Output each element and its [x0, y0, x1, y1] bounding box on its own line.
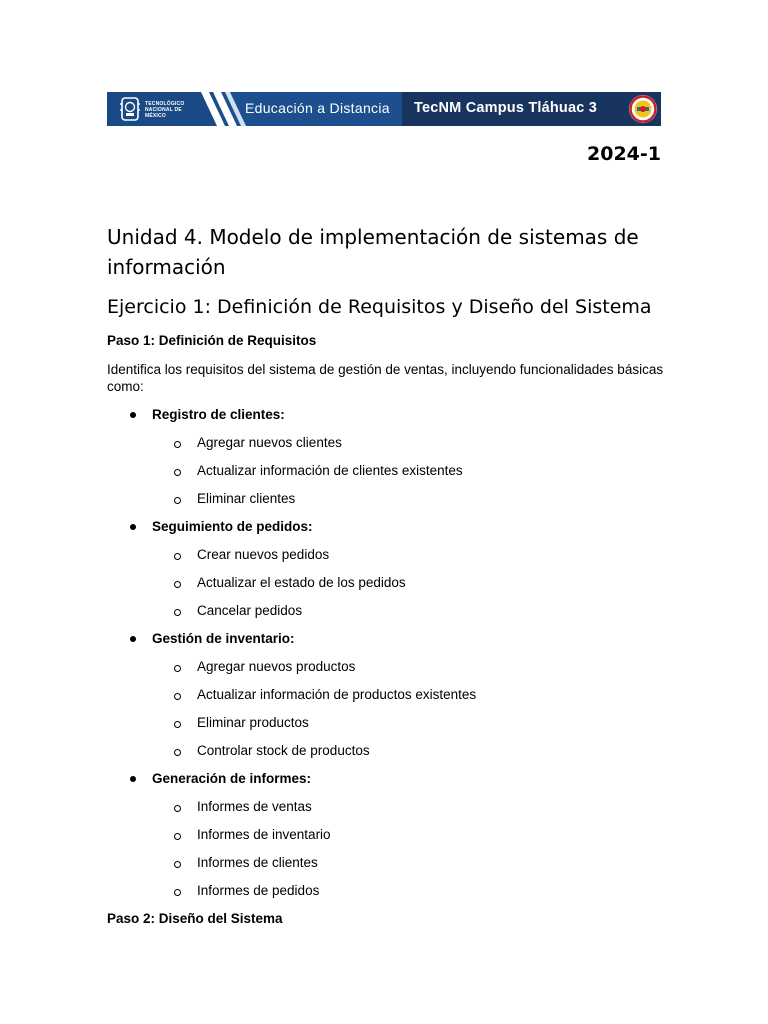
- item-text: Actualizar información de productos existentes: [197, 687, 477, 702]
- list-item: [197, 659, 355, 674]
- list-item: [197, 435, 342, 450]
- item-text: Actualizar el estado de los pedidos: [197, 575, 406, 590]
- unit-title: Unidad 4. Modelo de implementación de sistemas de información: [107, 225, 639, 279]
- item-text: Agregar nuevos clientes: [197, 435, 342, 450]
- list-item: [197, 603, 302, 618]
- sub-bullet-icon: [174, 469, 181, 476]
- campus-seal-icon: [628, 94, 658, 124]
- step1-heading: Paso 1: Definición de Requisitos: [107, 333, 317, 348]
- list-section-heading: [152, 771, 311, 786]
- list-section-heading: [152, 631, 295, 646]
- program-label: Educación a Distancia: [245, 100, 390, 116]
- item-text: Eliminar clientes: [197, 491, 296, 506]
- list-item: [197, 855, 318, 870]
- sub-bullet-icon: [174, 665, 181, 672]
- bullet-icon: [130, 636, 136, 642]
- list-item: [197, 547, 329, 562]
- list-item: [197, 883, 319, 898]
- sub-bullet-icon: [174, 833, 181, 840]
- tecnm-logo-text: TECNOLÓGICO NACIONAL DE MÉXICO: [145, 101, 185, 119]
- item-text: Informes de clientes: [197, 855, 318, 870]
- tecnm-emblem-icon: [119, 96, 141, 122]
- list-item: [197, 799, 312, 814]
- item-text: Crear nuevos pedidos: [197, 547, 330, 562]
- bullet-icon: [130, 776, 136, 782]
- sub-bullet-icon: [174, 497, 181, 504]
- list-item: [197, 687, 476, 702]
- sub-bullet-icon: [174, 693, 181, 700]
- item-text: Informes de pedidos: [197, 883, 320, 898]
- list-section-heading: [152, 407, 285, 422]
- item-text: Actualizar información de clientes existentes: [197, 463, 463, 478]
- exercise-title: Ejercicio 1: Definición de Requisitos y Diseño del Sistema: [107, 296, 652, 318]
- item-text: Agregar nuevos productos: [197, 659, 356, 674]
- header-banner: [107, 92, 661, 126]
- sub-bullet-icon: [174, 441, 181, 448]
- item-text: Informes de ventas: [197, 799, 312, 814]
- section-title: Gestión de inventario:: [152, 631, 295, 646]
- sub-bullet-icon: [174, 749, 181, 756]
- item-text: Controlar stock de productos: [197, 743, 370, 758]
- section-title: Generación de informes:: [152, 771, 312, 786]
- list-item: [197, 743, 370, 758]
- sub-bullet-icon: [174, 805, 181, 812]
- bullet-icon: [130, 412, 136, 418]
- sub-bullet-icon: [174, 581, 181, 588]
- list-item: [197, 463, 463, 478]
- item-text: Informes de inventario: [197, 827, 331, 842]
- sub-bullet-icon: [174, 889, 181, 896]
- item-text: Cancelar pedidos: [197, 603, 303, 618]
- campus-block: [402, 92, 661, 126]
- period-label: 2024-1: [587, 143, 661, 165]
- list-item: [197, 575, 406, 590]
- item-text: Eliminar productos: [197, 715, 309, 730]
- step2-heading: Paso 2: Diseño del Sistema: [107, 911, 283, 926]
- sub-bullet-icon: [174, 553, 181, 560]
- list-item: [197, 491, 295, 506]
- list-section-heading: [152, 519, 313, 534]
- list-item: [197, 715, 309, 730]
- section-title: Seguimiento de pedidos:: [152, 519, 313, 534]
- bullet-icon: [130, 524, 136, 530]
- sub-bullet-icon: [174, 861, 181, 868]
- section-title: Registro de clientes:: [152, 407, 285, 422]
- sub-bullet-icon: [174, 721, 181, 728]
- campus-label: TecNM Campus Tláhuac 3: [414, 100, 598, 116]
- step1-intro: Identifica los requisitos del sistema de gestión de ventas, incluyendo funcionalidades básicas como:: [107, 362, 664, 394]
- list-item: [197, 827, 331, 842]
- sub-bullet-icon: [174, 609, 181, 616]
